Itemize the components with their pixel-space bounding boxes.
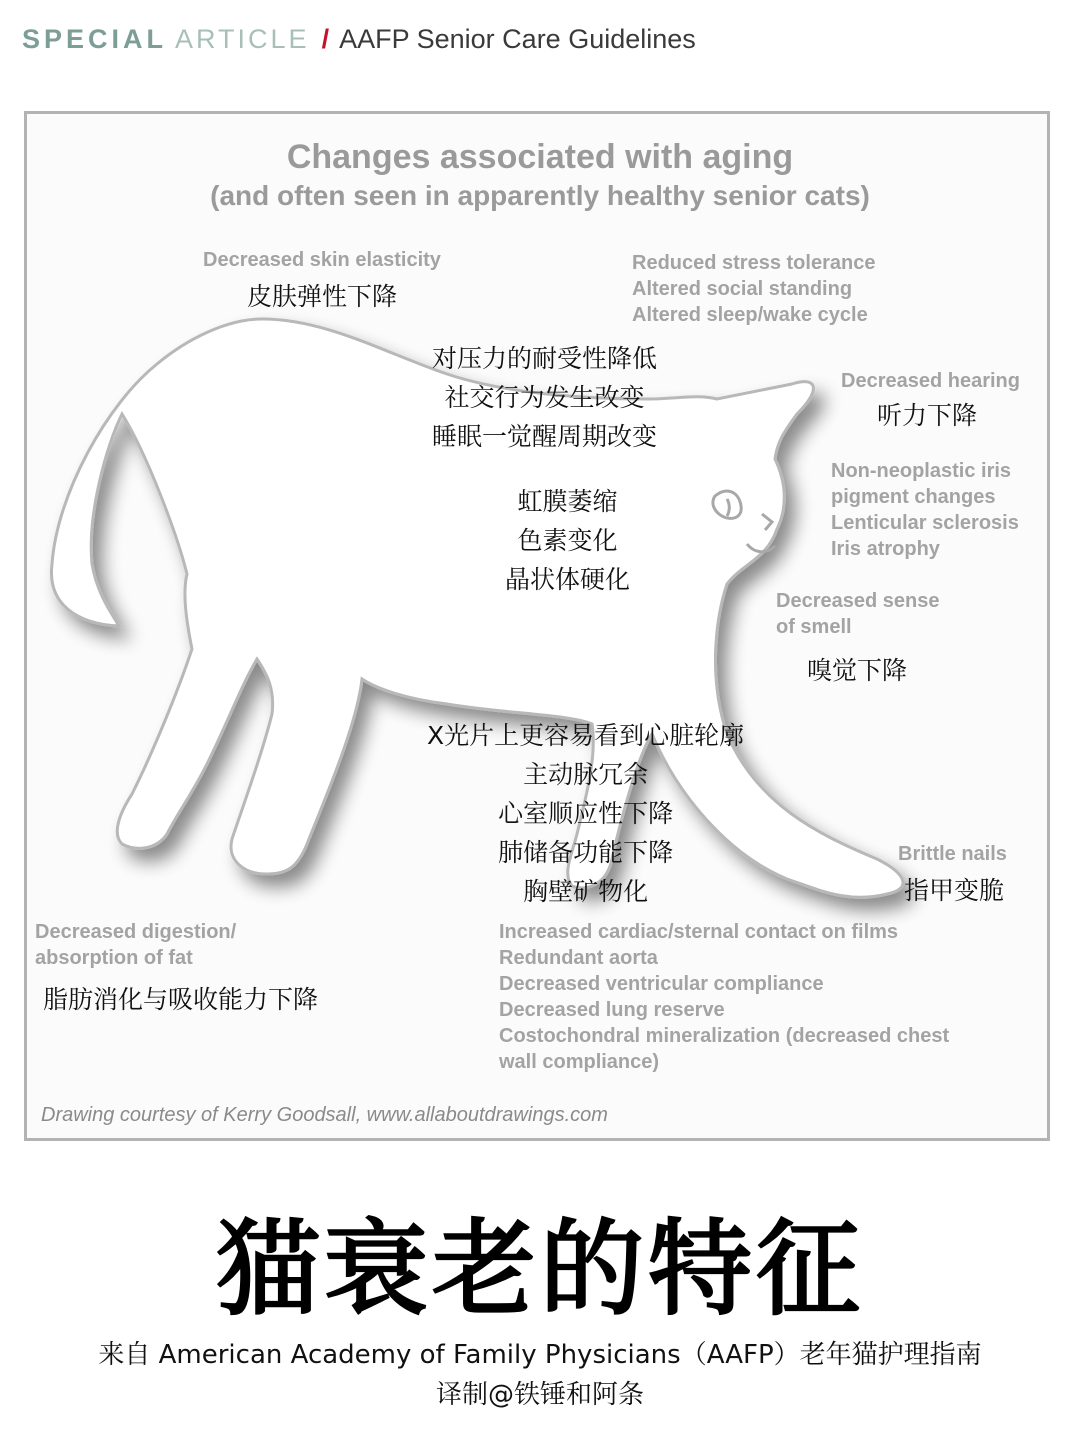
translator-credit: 译制@铁锤和阿条 xyxy=(435,1380,644,1410)
header-article: ARTICLE xyxy=(175,24,310,54)
label-digestion-zh: 脂肪消化与吸收能力下降 xyxy=(43,985,319,1014)
label-nails-en: Brittle nails xyxy=(898,843,1007,865)
label-iris-en: Non-neoplastic iris pigment changes Lenticular sclerosis Iris atrophy xyxy=(831,460,1019,560)
label-smell-zh: 嗅觉下降 xyxy=(807,656,908,685)
drawing-credit: Drawing courtesy of Kerry Goodsall, www.allaboutdrawings.com xyxy=(41,1104,608,1126)
article-header xyxy=(22,24,696,55)
source-line: 来自 American Academy of Family Physicians（AAFP）老年猫护理指南 xyxy=(98,1340,982,1370)
header-slash: / xyxy=(321,24,330,54)
label-stress-zh: 对压力的耐受性降低 社交行为发生改变 睡眠一觉醒周期改变 xyxy=(432,344,658,451)
label-nails-zh: 指甲变脆 xyxy=(904,876,1005,905)
label-cardiac-en: Increased cardiac/sternal contact on films Redundant aorta Decreased ventricular compliance Decreased lung reserve Costochondral mineralization (decreased chest wall compliance) xyxy=(499,921,950,1073)
header-guidelines: AAFP Senior Care Guidelines xyxy=(339,24,696,54)
label-skin-en: Decreased skin elasticity xyxy=(203,249,441,271)
label-skin-zh: 皮肤弹性下降 xyxy=(247,282,398,311)
label-stress-en: Reduced stress tolerance Altered social standing Altered sleep/wake cycle xyxy=(632,252,876,326)
header-special: SPECIAL xyxy=(22,24,168,54)
panel-subtitle: (and often seen in apparently healthy senior cats) xyxy=(210,180,870,211)
diagram-panel xyxy=(24,111,1050,1141)
page-title: 猫衰老的特征 xyxy=(215,1208,864,1330)
label-hearing-en: Decreased hearing xyxy=(841,370,1020,392)
label-cardiac-zh: X光片上更容易看到心脏轮廓 主动脉冗余 心室顺应性下降 肺储备功能下降 胸壁矿物化 xyxy=(427,721,745,906)
label-smell-en: Decreased sense of smell xyxy=(776,590,940,638)
label-iris-zh: 虹膜萎缩 色素变化 晶状体硬化 xyxy=(505,487,631,594)
label-digestion-en: Decreased digestion/ absorption of fat xyxy=(35,921,237,969)
label-hearing-zh: 听力下降 xyxy=(877,401,978,430)
panel-title: Changes associated with aging xyxy=(286,138,794,176)
